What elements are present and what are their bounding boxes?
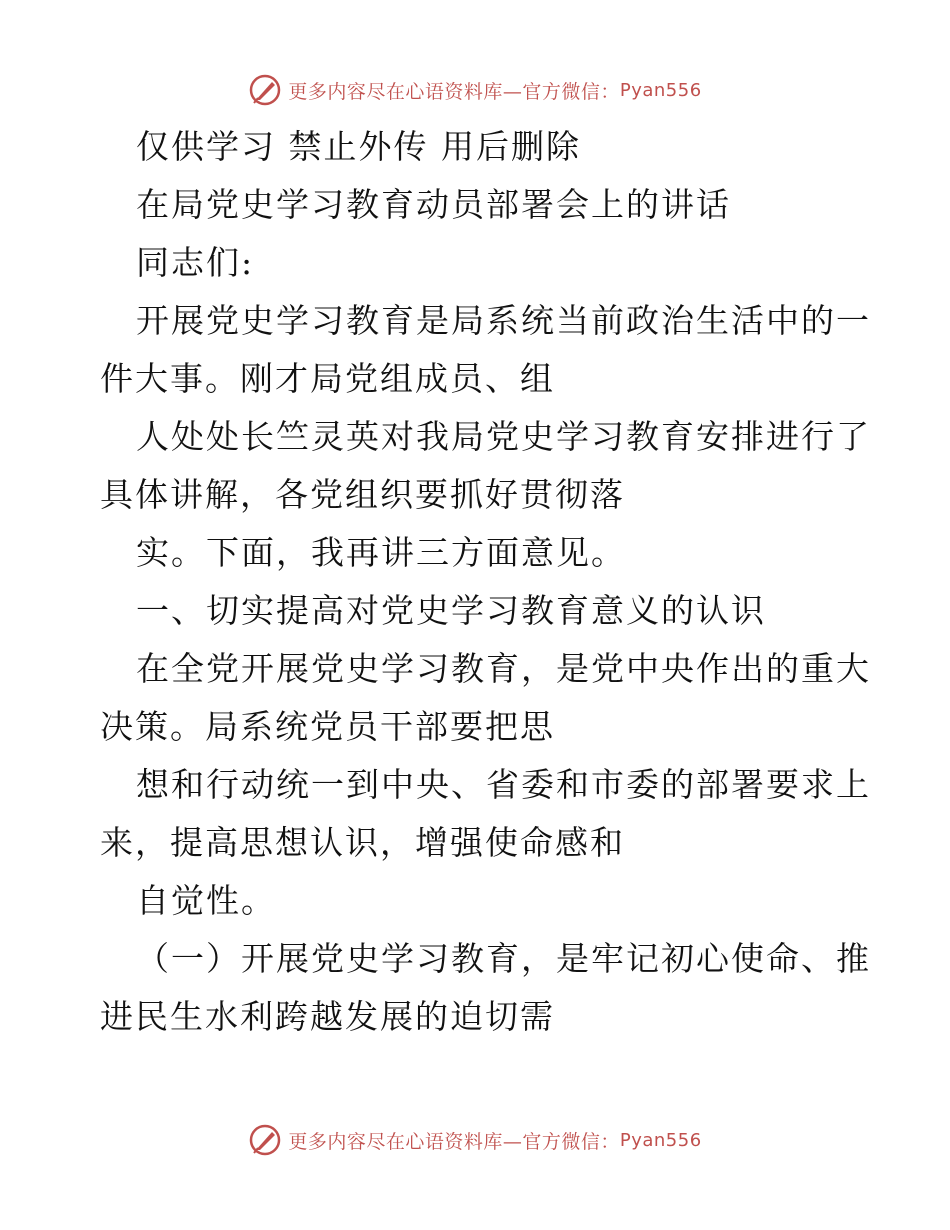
document-body (100, 118, 871, 1046)
document-line: （一）开展党史学习教育，是牢记初心使命、推 (136, 939, 871, 978)
watermark-footer (0, 1120, 950, 1160)
document-line: 在局党史学习教育动员部署会上的讲话 (136, 185, 731, 224)
feather-pen-logo-icon (248, 73, 282, 107)
watermark-text: 更多内容尽在心语资料库—官方微信： (288, 80, 620, 103)
document-line: 自觉性。 (136, 881, 276, 920)
watermark-wechat-id: Pyan556 (619, 79, 702, 101)
document-line: 开展党史学习教育是局系统当前政治生活中的一 (136, 301, 871, 340)
document-line: 仅供学习 禁止外传 用后删除 (136, 127, 581, 166)
document-line: 在全党开展党史学习教育，是党中央作出的重大 (136, 649, 871, 688)
document-line: 进民生水利跨越发展的迫切需 (100, 997, 555, 1036)
document-line: 具体讲解，各党组织要抓好贯彻落 (100, 475, 625, 514)
document-line: 同志们: (136, 243, 255, 282)
watermark-text: 更多内容尽在心语资料库—官方微信： (288, 1130, 620, 1153)
feather-pen-logo-icon (248, 1123, 282, 1157)
document-line: 实。下面，我再讲三方面意见。 (136, 533, 626, 572)
watermark-header (0, 70, 950, 110)
document-line: 想和行动统一到中央、省委和市委的部署要求上 (136, 765, 871, 804)
document-line: 件大事。刚才局党组成员、组 (100, 359, 555, 398)
watermark-wechat-id: Pyan556 (619, 1129, 702, 1151)
document-line: 一、切实提高对党史学习教育意义的认识 (136, 591, 766, 630)
document-line: 决策。局系统党员干部要把思 (100, 707, 555, 746)
document-line: 来，提高思想认识，增强使命感和 (100, 823, 625, 862)
document-line: 人处处长竺灵英对我局党史学习教育安排进行了 (136, 417, 871, 456)
